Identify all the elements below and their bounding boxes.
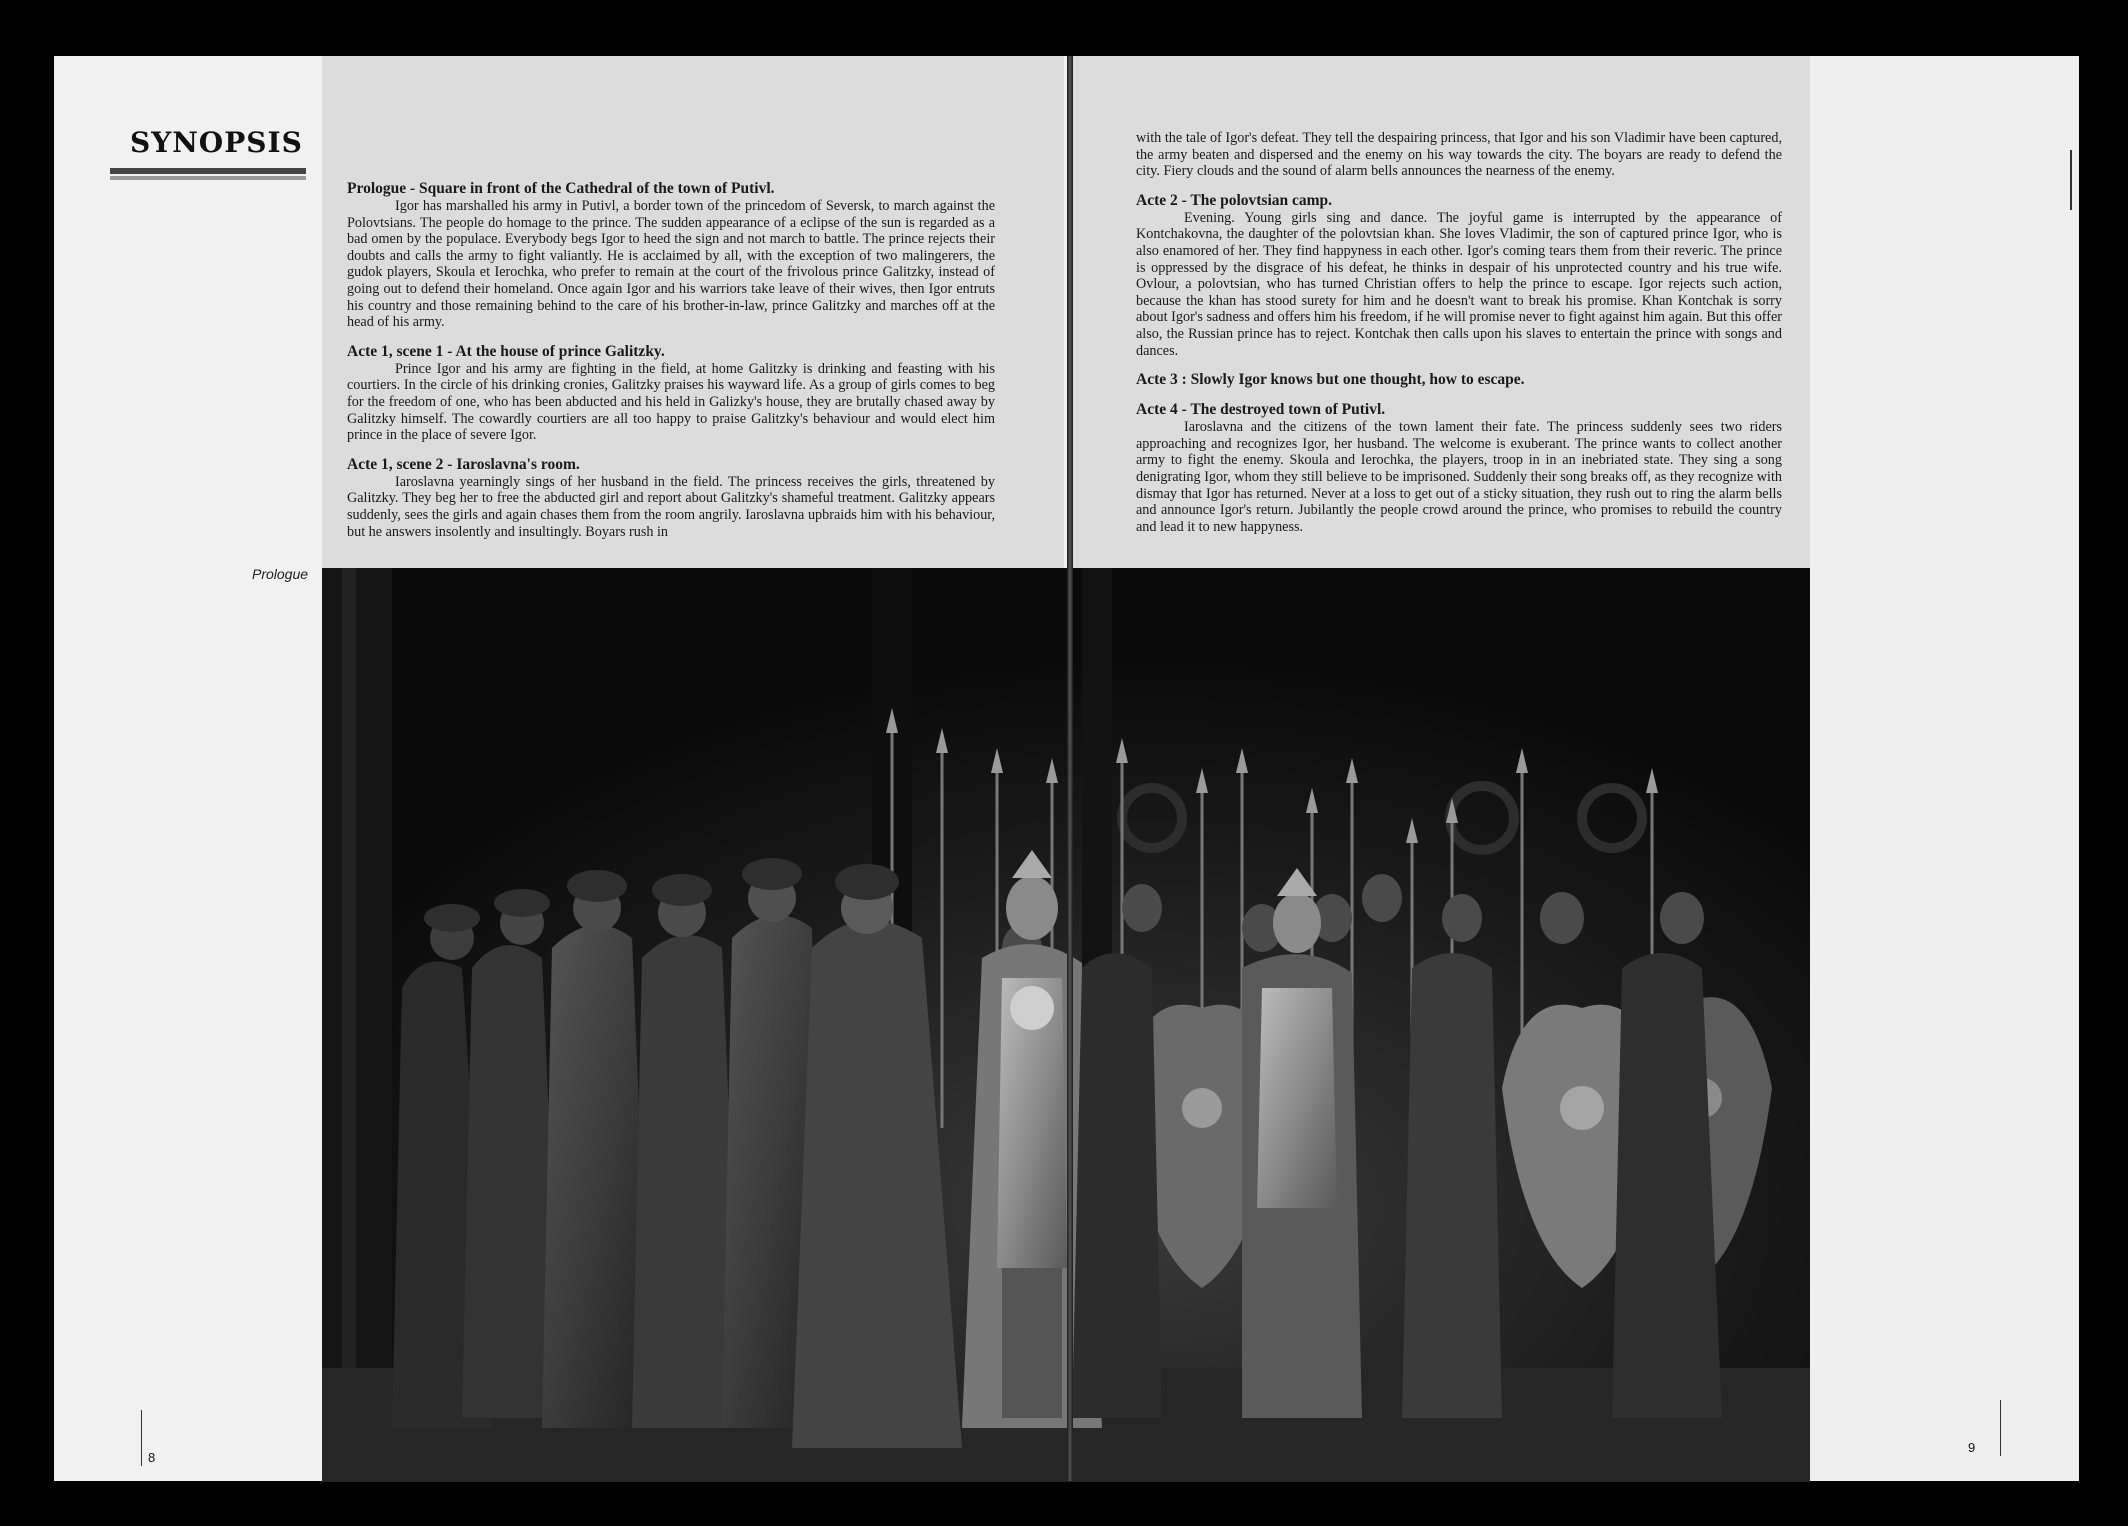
photo-caption: Prologue [252, 566, 309, 582]
title-rule [110, 168, 306, 174]
title-rule-secondary [110, 176, 306, 180]
spine-gutter [1067, 56, 1073, 1481]
left-text-column [347, 180, 995, 552]
section-heading: Acte 1, scene 1 - At the house of prince Galitzky. [347, 342, 665, 360]
right-text-column [1136, 130, 1782, 547]
page-edge-mark [2070, 150, 2072, 210]
stage-photo [322, 568, 1810, 1482]
section-text: Iaroslavna and the citizens of the town lament their fate. The princess suddenly sees two riders approaching and recognizes Igor, her husband. The welcome is exuberant. The prince wants to collect another army to fight the enemy. Skoula and Ierochka, the players, troop in in an inebriated state. They sing a song denigrating Igor, whom they still believe to be imprisoned. Suddenly their song breaks off, as they recognize with dismay that Igor has returned. Never at a loss to get out of a sticky situation, they rush out to ring the alarm bells and announce Igor's return. Jubilantly the people crowd around the prince, who promises to rebuild the country and lead it to new happyness. [1136, 419, 1782, 535]
page-title: SYNOPSIS [130, 126, 303, 159]
page-number-rule [2000, 1400, 2001, 1456]
section-heading: Acte 4 - The destroyed town of Putivl. [1136, 401, 1386, 419]
section-text: Iaroslavna yearningly sings of her husband in the field. The princess receives the girls, threatened by Galitzky. They beg her to free the abducted girl and report about Galitzky's shameful treatment. Galitzky appears suddenly, sees the girls and again chases them from the room angrily. Iaroslavna upbraids him with his behaviour, but he answers insolently and insultingly. Boyars rush in [347, 473, 995, 540]
stage-photo-illustration [322, 568, 1810, 1482]
section-text: Evening. Young girls sing and dance. The joyful game is interrupted by the appearance of Kontchakovna, the daughter of the polovtsian khan. She loves Vladimir, the son of captured prince Igor, who is also enamored of her. They find happyness in each other. Igor's coming tears them from their reveric. The prince is oppressed by the disgrace of his defeat, he thinks in despair of his unprotected country and his true wife. Ovlour, a polovtsian, who has turned Christian offers to help the prince to escape. Igor rejects such action, because the khan has stood surety for him and he doesn't want to break his promise. Khan Kontchak is sorry about Igor's sadness and offers him his freedom, if he will promise never to fight against him again. But this offer also, the Russian prince has to reject. Kontchak then calls upon his slaves to entertain the prince with songs and dances. [1136, 209, 1782, 359]
right-margin [1810, 56, 2079, 1481]
page-number-right: 9 [1968, 1440, 1976, 1455]
section-heading: Acte 1, scene 2 - Iaroslavna's room. [347, 455, 580, 473]
section-heading: Acte 2 - The polovtsian camp. [1136, 191, 1333, 209]
page-number-left: 8 [148, 1450, 156, 1465]
section-text: Prince Igor and his army are fighting in the field, at home Galitzky is drinking and feasting with his courtiers. In the circle of his drinking cronies, Galitzky praises his wayward life. As a group of girls comes to beg for the freedom of one, who has been abducted and his held in Galizky's house, they are brutally chased away by Galitzky himself. The cowardly courtiers are all too happy to praise Galitzky's behaviour and would elect him prince in the place of severe Igor. [347, 360, 995, 444]
section-text: Igor has marshalled his army in Putivl, a border town of the princedom of Seversk, to march against the Polovtsians. The people do homage to the prince. The sudden appearance of a eclipse of the sun is regarded as a bad omen by the populace. Everybody begs Igor to heed the sign and not march to battle. The prince rejects their doubts and calls the army to fight valiantly. He is acclaimed by all, with the exception of two malingerers, the gudok players, Skoula et Ierochka, who prefer to remain at the court of the frivolous prince Galitzky, instead of going out to defend their homeland. Once again Igor and his warriors take leave of their wives, then Igor entruts his country and those remaining behind to the care of his brother-in-law, prince Galitzky and marches off at the head of his army. [347, 198, 995, 331]
section-heading: Prologue - Square in front of the Cathedral of the town of Putivl. [347, 180, 775, 197]
page-number-rule [141, 1410, 142, 1466]
continuation-text: with the tale of Igor's defeat. They tell the despairing princess, that Igor and his son Vladimir have been captured, the army beaten and dispersed and the enemy on his way towards the city. The boyars are ready to defend the city. Fiery clouds and the sound of alarm bells announces the nearness of the enemy. [1136, 130, 1782, 180]
section-heading: Acte 3 : Slowly Igor knows but one thought, how to escape. [1136, 371, 1525, 389]
